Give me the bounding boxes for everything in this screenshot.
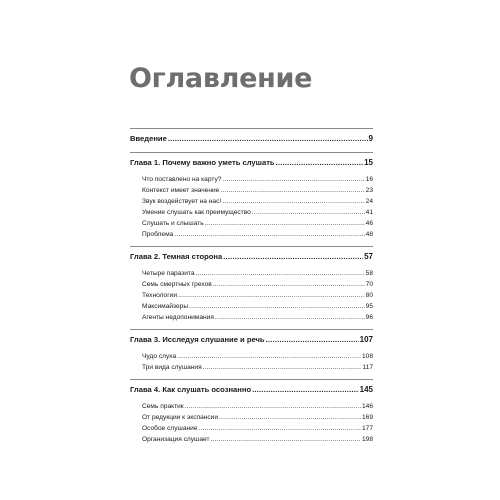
leader-dots [223, 250, 363, 263]
toc-entry-label: Глава 1. Почему важно уметь слушать [130, 158, 275, 167]
toc-entry-label: Семь смертных грехов [142, 281, 212, 288]
toc-entry-label: Технологии [142, 292, 177, 299]
toc-entry-page: 58 [365, 270, 373, 277]
toc-sub-entry[interactable] [130, 218, 373, 229]
toc-entry-page: 107 [359, 335, 373, 344]
leader-dots [168, 132, 368, 145]
toc-entry-label: Чудо слуха [142, 353, 177, 360]
toc-sub-entry[interactable] [130, 279, 373, 290]
leader-dots [205, 218, 365, 229]
toc-entry-page: 146 [361, 403, 373, 410]
leader-dots [189, 301, 365, 312]
toc-entry-page: 15 [364, 158, 373, 167]
toc-sub-entry[interactable] [130, 351, 373, 362]
leader-dots [210, 434, 361, 445]
leader-dots [203, 362, 362, 373]
toc-entry-page: 108 [361, 353, 373, 360]
leader-dots [222, 174, 364, 185]
toc-sub-entry[interactable] [130, 290, 373, 301]
toc-entry-page: 57 [364, 252, 373, 261]
leader-dots [199, 423, 361, 434]
toc-entry-label: От редукции к экспансии [142, 414, 219, 421]
page-title: Оглавление [129, 63, 313, 94]
leader-dots [185, 401, 361, 412]
toc-sub-entry[interactable] [130, 174, 373, 185]
toc-entry-label: Звук воздействует на нас! [142, 198, 222, 205]
leader-dots [276, 156, 364, 169]
leader-dots [196, 268, 365, 279]
toc-sub-entry[interactable] [130, 434, 373, 445]
toc-entry-page: 80 [365, 292, 373, 299]
toc-entry-page: 24 [365, 198, 373, 205]
toc-chapter-entry[interactable] [130, 333, 373, 346]
toc-entry-page: 23 [365, 187, 373, 194]
toc-entry-label: Что поставлено на карту? [142, 176, 222, 183]
toc-entry-label: Максимайзеры [142, 303, 189, 310]
toc-entry-label: Глава 3. Исследуя слушание и речь [130, 335, 265, 344]
toc-entry-label: Глава 4. Как слушать осознанно [130, 385, 252, 394]
leader-dots [222, 196, 364, 207]
toc-entry-page: 169 [361, 414, 373, 421]
toc-entry-label: Агенты недопонимания [142, 314, 214, 321]
toc-sub-entry[interactable] [130, 229, 373, 240]
leader-dots [177, 351, 361, 362]
toc-entry-page: 96 [365, 314, 373, 321]
toc-entry-label: Введение [130, 134, 167, 143]
toc-entry-label: Глава 2. Темная сторона [130, 252, 223, 261]
toc-entry-label: Организация слушает [142, 436, 210, 443]
leader-dots [266, 333, 359, 346]
toc-sub-entry[interactable] [130, 207, 373, 218]
toc-entry-label: Особое слушание [142, 425, 198, 432]
toc-sub-entry[interactable] [130, 196, 373, 207]
toc-entry-label: Проблема [142, 231, 174, 238]
toc-entry-page: 145 [359, 385, 373, 394]
toc-entry-label: Три вида слушания [142, 364, 202, 371]
toc-entry-page: 117 [362, 364, 373, 371]
leader-dots [252, 207, 365, 218]
toc-chapter-entry[interactable] [130, 250, 373, 263]
toc-sub-entry[interactable] [130, 312, 373, 323]
toc-entry-page: 16 [365, 176, 373, 183]
toc-entry-page: 48 [365, 231, 373, 238]
leader-dots [252, 383, 359, 396]
toc-entry-intro[interactable] [130, 129, 373, 145]
toc-section-intro [130, 129, 373, 152]
toc-entry-label: Контекст имеет значение [142, 187, 220, 194]
toc-entry-page: 46 [365, 220, 373, 227]
toc-entry-label: Слушать и слышать [142, 220, 204, 227]
toc-sub-entry[interactable] [130, 362, 373, 373]
leader-dots [215, 312, 365, 323]
toc-section-chapter-4 [130, 380, 373, 451]
toc-entry-page: 41 [365, 209, 373, 216]
toc-chapter-entry[interactable] [130, 383, 373, 396]
toc-entry-page: 95 [365, 303, 373, 310]
toc-sub-entry[interactable] [130, 412, 373, 423]
toc-sub-entry[interactable] [130, 185, 373, 196]
toc-entry-label: Умение слушать как преимущество [142, 209, 251, 216]
toc-entry-label: Семь практик [142, 403, 184, 410]
toc-entry-page: 177 [361, 425, 373, 432]
toc-entry-page: 9 [368, 134, 373, 143]
leader-dots [219, 412, 361, 423]
toc-entry-page: 70 [365, 281, 373, 288]
toc-sub-entry[interactable] [130, 401, 373, 412]
toc-section-chapter-3 [130, 330, 373, 379]
leader-dots [213, 279, 365, 290]
toc-chapter-entry[interactable] [130, 156, 373, 169]
table-of-contents [130, 128, 373, 451]
toc-section-chapter-1 [130, 153, 373, 246]
leader-dots [174, 229, 364, 240]
toc-sub-entry[interactable] [130, 423, 373, 434]
toc-entry-page: 198 [361, 436, 373, 443]
toc-sub-entry[interactable] [130, 301, 373, 312]
toc-entry-label: Четыре паразита [142, 270, 195, 277]
toc-section-chapter-2 [130, 247, 373, 329]
toc-sub-entry[interactable] [130, 268, 373, 279]
leader-dots [220, 185, 364, 196]
leader-dots [178, 290, 365, 301]
